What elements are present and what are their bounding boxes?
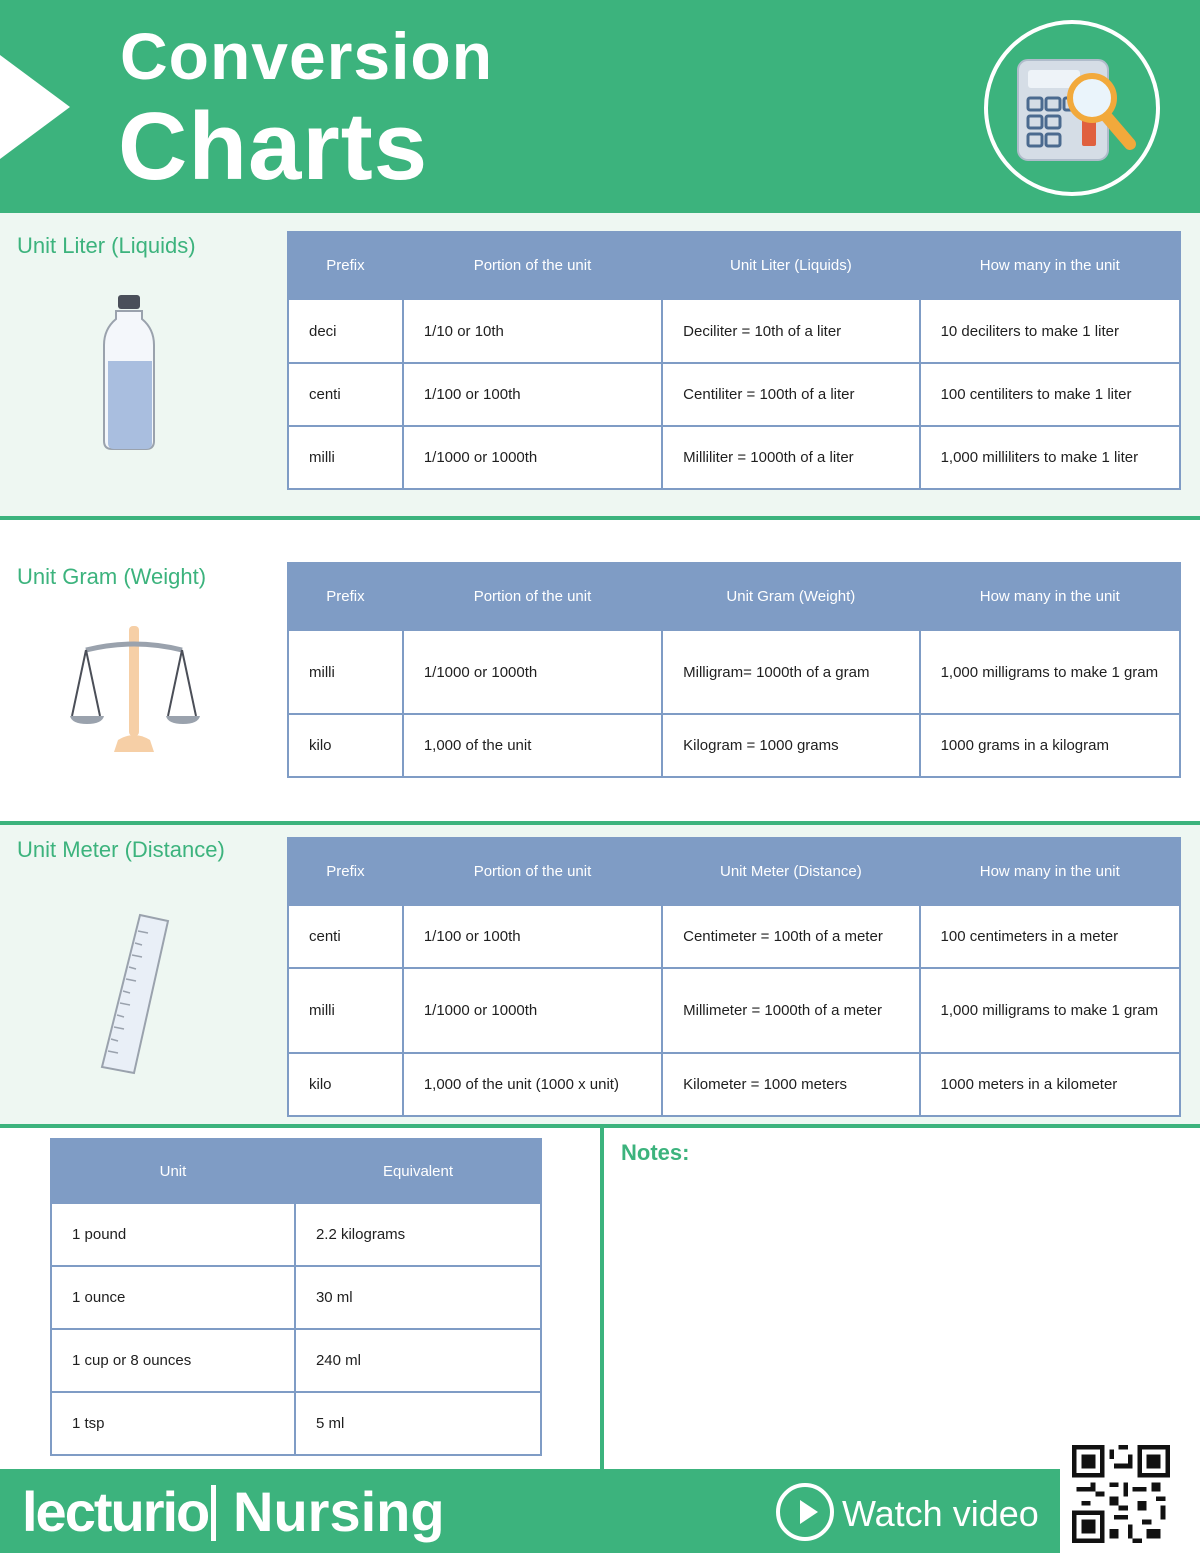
table-cell: 1000 meters in a kilometer [920,1053,1180,1116]
column-header: Portion of the unit [403,838,662,905]
table-cell: 100 centiliters to make 1 liter [920,363,1180,426]
table-cell: 100 centimeters in a meter [920,905,1180,968]
header-banner [0,0,1200,213]
column-header: Unit Liter (Liquids) [662,232,919,299]
table-row [288,630,1180,714]
table-cell: 240 ml [295,1329,541,1392]
table-header-row [288,563,1180,630]
table-cell: 1 pound [51,1203,295,1266]
calculator-magnifier-icon [984,20,1160,196]
table-row [288,968,1180,1053]
table-cell: deci [288,299,403,363]
equivalents-table [50,1138,542,1456]
table-row [51,1266,541,1329]
table-cell: 1/1000 or 1000th [403,968,662,1053]
table-row [288,714,1180,777]
column-header: Equivalent [295,1139,541,1203]
table-cell: 1,000 milligrams to make 1 gram [920,968,1180,1053]
table-cell: milli [288,630,403,714]
table-cell: 1,000 milliliters to make 1 liter [920,426,1180,489]
table-cell: Kilometer = 1000 meters [662,1053,919,1116]
table-cell: 1/100 or 100th [403,905,662,968]
liter-section-label: Unit Liter (Liquids) [17,233,196,258]
table-cell: centi [288,363,403,426]
column-header: Portion of the unit [403,232,662,299]
title-line-1: Conversion [120,19,494,93]
column-header: Prefix [288,232,403,299]
brand-product: Nursing [233,1480,445,1543]
table-cell: 1 cup or 8 ounces [51,1329,295,1392]
table-row [288,426,1180,489]
table-row [288,1053,1180,1116]
water-bottle-icon [100,293,160,458]
title-line-2: Charts [118,93,429,200]
table-header-row [288,838,1180,905]
liter-table [287,231,1181,490]
table-cell: 30 ml [295,1266,541,1329]
column-header: How many in the unit [920,232,1180,299]
qr-code[interactable] [1072,1445,1170,1543]
brand-logo: lecturio [22,1480,209,1543]
table-row [288,905,1180,968]
table-cell: Centimeter = 100th of a meter [662,905,919,968]
table-row [51,1392,541,1455]
table-cell: 1/1000 or 1000th [403,426,662,489]
table-cell: kilo [288,1053,403,1116]
table-cell: Milligram= 1000th of a gram [662,630,919,714]
table-cell: Milliliter = 1000th of a liter [662,426,919,489]
gram-table [287,562,1181,778]
table-cell: 1,000 of the unit [403,714,662,777]
table-cell: 2.2 kilograms [295,1203,541,1266]
notes-label: Notes: [621,1140,690,1165]
table-cell: 10 deciliters to make 1 liter [920,299,1180,363]
watch-video-link[interactable]: Watch video [842,1493,1039,1534]
table-cell: Millimeter = 1000th of a meter [662,968,919,1053]
gram-section [0,520,1200,825]
liter-section [0,213,1200,520]
ruler-icon [94,913,174,1082]
table-cell: 1,000 milligrams to make 1 gram [920,630,1180,714]
column-header: Prefix [288,563,403,630]
gram-section-label: Unit Gram (Weight) [17,564,207,589]
footer-bar [0,1469,1060,1553]
table-cell: 1/100 or 100th [403,363,662,426]
balance-scale-icon [66,624,202,765]
table-cell: kilo [288,714,403,777]
table-cell: 1/10 or 10th [403,299,662,363]
meter-section [0,825,1200,1128]
meter-section-label: Unit Meter (Distance) [17,837,225,862]
table-cell: 5 ml [295,1392,541,1455]
table-header-row [51,1139,541,1203]
table-cell: Kilogram = 1000 grams [662,714,919,777]
table-cell: 1 tsp [51,1392,295,1455]
column-header: How many in the unit [920,563,1180,630]
column-header: How many in the unit [920,838,1180,905]
table-cell: 1 ounce [51,1266,295,1329]
arrow-decoration [0,55,70,159]
table-cell: Deciliter = 10th of a liter [662,299,919,363]
table-row [288,299,1180,363]
column-header: Prefix [288,838,403,905]
play-circle-icon[interactable] [776,1483,834,1541]
table-cell: milli [288,426,403,489]
column-header: Unit Gram (Weight) [662,563,919,630]
table-row [51,1329,541,1392]
table-header-row [288,232,1180,299]
table-cell: Centiliter = 100th of a liter [662,363,919,426]
table-cell: centi [288,905,403,968]
table-row [51,1203,541,1266]
column-header: Portion of the unit [403,563,662,630]
column-header: Unit Meter (Distance) [662,838,919,905]
vertical-divider [600,1128,604,1469]
table-cell: 1/1000 or 1000th [403,630,662,714]
column-header: Unit [51,1139,295,1203]
table-cell: milli [288,968,403,1053]
table-cell: 1,000 of the unit (1000 x unit) [403,1053,662,1116]
meter-table [287,837,1181,1117]
bottom-area [0,1128,1200,1469]
brand-separator [211,1485,216,1541]
table-cell: 1000 grams in a kilogram [920,714,1180,777]
table-row [288,363,1180,426]
